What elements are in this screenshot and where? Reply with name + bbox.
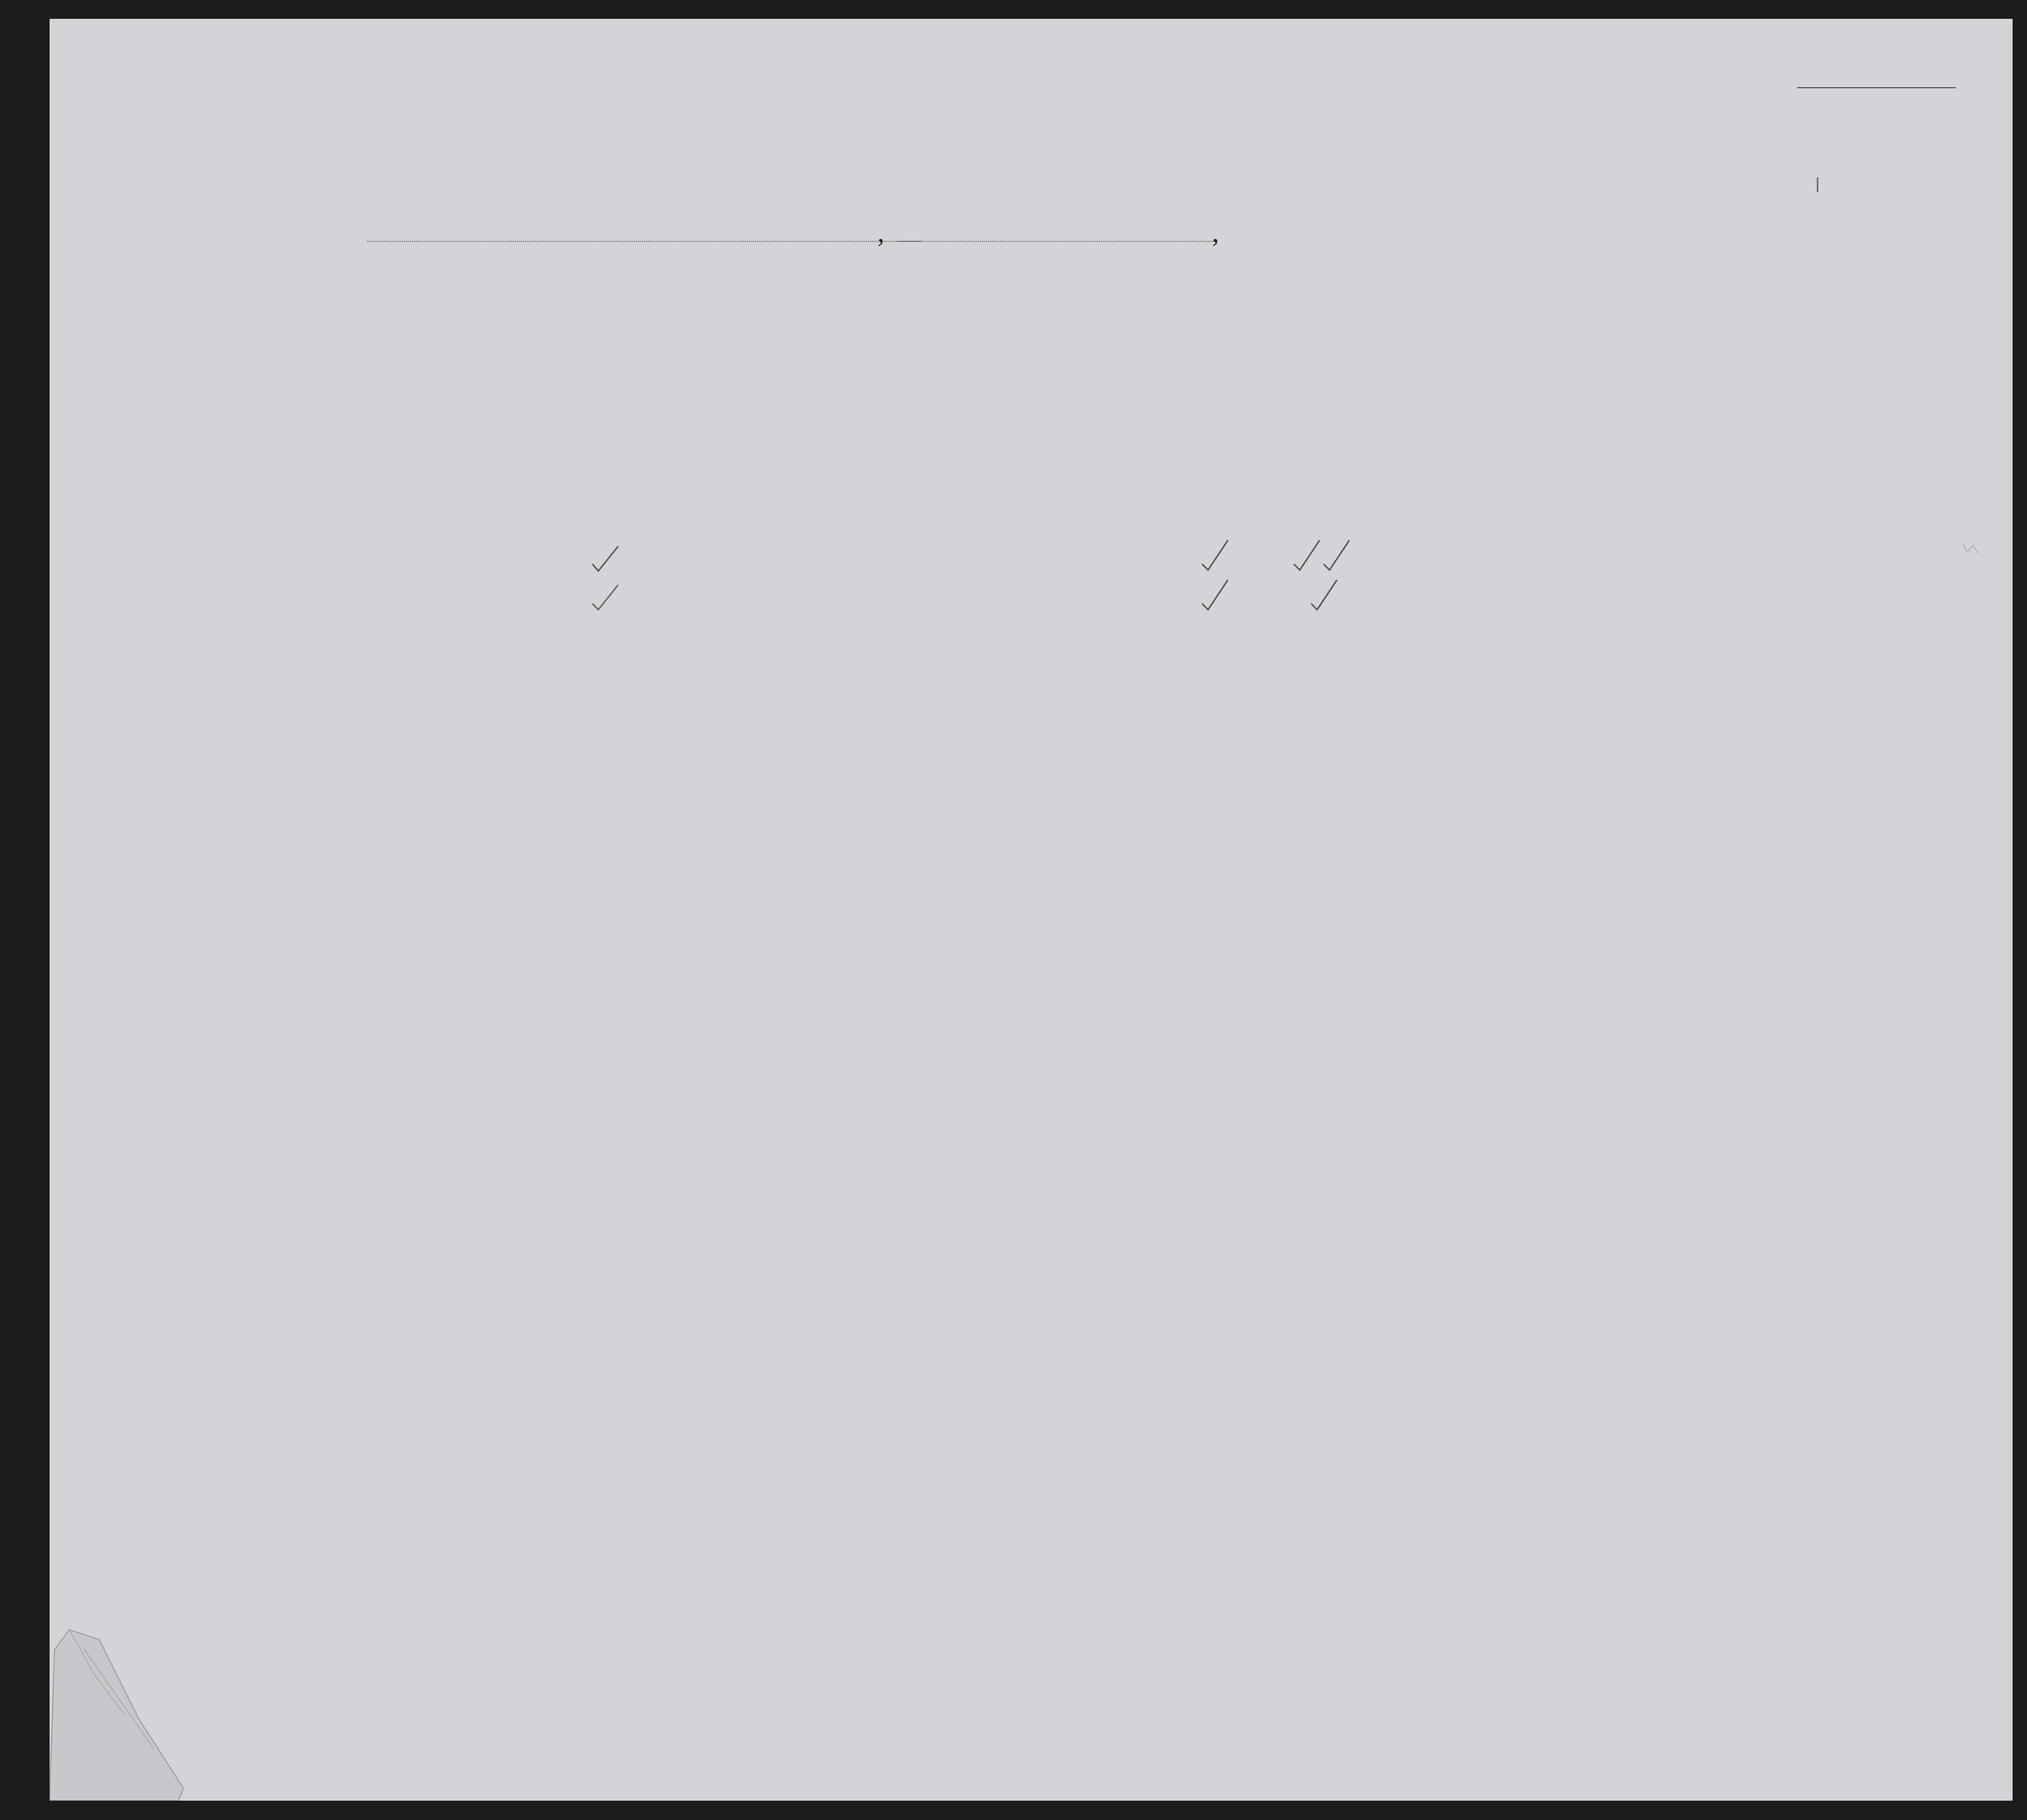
- check-mark-icon: [1202, 540, 1228, 570]
- torn-corner: [50, 1620, 278, 1801]
- check-mark-icon: [1202, 580, 1228, 610]
- check-mark-icon: [1324, 540, 1349, 570]
- comma: ,: [1212, 218, 1219, 248]
- manifest-sheet: [50, 19, 2013, 1801]
- check-marks: [50, 19, 2013, 1801]
- check-mark-icon: [1311, 580, 1337, 610]
- check-mark-icon: [592, 585, 618, 610]
- margin-scribble-icon: [1963, 543, 1978, 553]
- comma: ,: [877, 218, 884, 248]
- check-mark-icon: [1294, 540, 1320, 570]
- check-mark-icon: [592, 546, 618, 571]
